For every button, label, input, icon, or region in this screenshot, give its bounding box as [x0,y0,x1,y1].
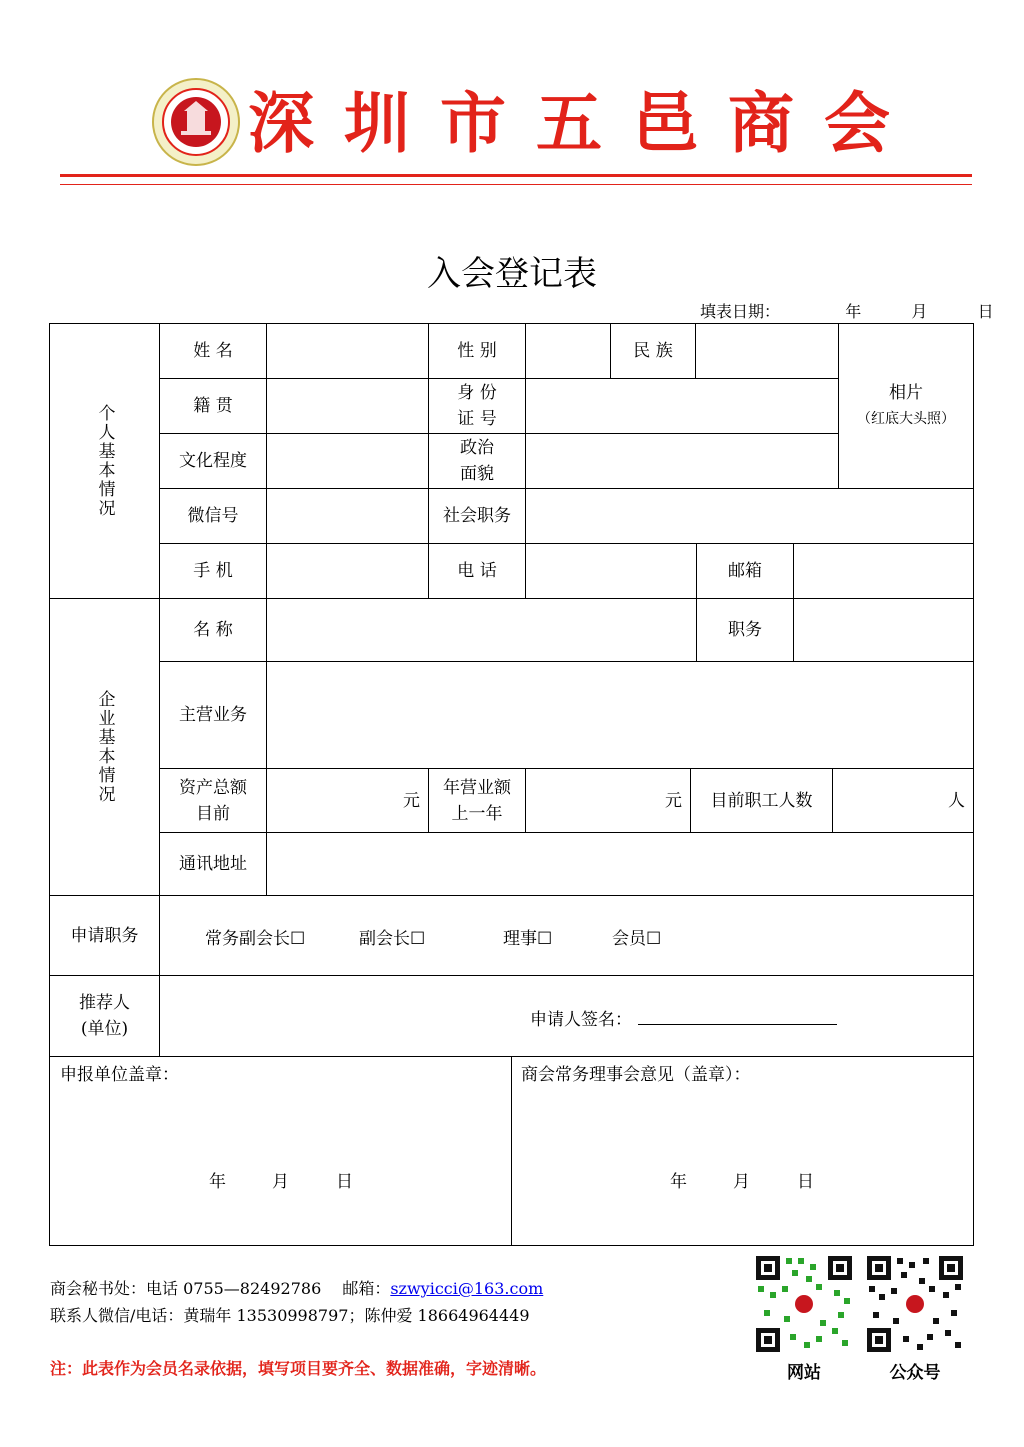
form-title: 入会登记表 [427,254,597,294]
unit-stamp-month: 月 [272,1172,289,1192]
grid-line [49,975,973,976]
unit-yuan: 元 [403,790,420,811]
organization-name: 深圳市五邑商会 [248,84,920,162]
qr-website-label: 网站 [787,1363,821,1383]
label-referrer: 推荐人 (单位) [79,993,130,1039]
grid-line [511,1056,512,1245]
label-annual-revenue: 年营业额 上一年 [443,777,511,824]
signature-line[interactable] [638,1024,837,1025]
email-link[interactable]: szwyicci@163.com [390,1279,544,1298]
unit-stamp-day: 日 [336,1172,353,1192]
header-rule-thin [60,184,972,185]
footer-secretariat [50,1276,543,1299]
unit-stamp-year: 年 [209,1172,226,1192]
photo-label: 相片 [889,383,923,403]
grid-line [49,895,973,896]
fill-date-month: 月 [911,302,928,321]
label-political: 政治 面貌 [460,438,494,484]
chamber-logo [151,77,241,167]
field-political[interactable] [526,434,838,488]
label-unit-stamp: 申报单位盖章： [60,1065,179,1085]
section-company: 企业基本情况 [94,690,115,804]
council-year: 年 [670,1172,687,1192]
label-main-business: 主营业务 [179,705,247,725]
option-member[interactable]: 会员☐ [612,929,662,949]
option-executive-vice-president[interactable]: 常务副会长☐ [205,929,306,949]
label-total-assets: 资产总额 目前 [179,777,247,824]
label-id-number: 身 份 证 号 [457,383,497,429]
unit-person: 人 [948,790,965,811]
field-ethnicity[interactable] [696,324,838,378]
qr-official-label: 公众号 [889,1363,941,1383]
field-education[interactable] [267,434,428,488]
option-vice-president[interactable]: 副会长☐ [359,929,426,949]
header-rule-thick [60,174,972,177]
secretariat-text: 商会秘书处：电话 0755—82492786 邮箱： [50,1279,391,1298]
field-native-place[interactable] [267,379,428,433]
label-mobile: 手 机 [193,561,233,581]
field-name[interactable] [267,324,428,378]
photo-box[interactable] [839,324,973,488]
footer-note: 注：此表作为会员名录依据，填写项目要齐全、数据准确，字迹清晰。 [50,1359,547,1378]
unit-yuan: 元 [665,790,682,811]
field-company-name[interactable] [267,599,696,661]
field-address[interactable] [267,833,973,895]
option-director[interactable]: 理事☐ [503,929,553,949]
field-total-assets[interactable] [267,769,428,832]
label-social-post: 社会职务 [443,506,511,526]
label-education: 文化程度 [179,451,247,471]
field-annual-revenue[interactable] [526,769,690,832]
label-phone: 电 话 [457,561,497,581]
field-social-post[interactable] [526,489,973,543]
label-native-place: 籍 贯 [193,396,233,416]
council-month: 月 [733,1172,750,1192]
fill-date [700,299,994,322]
photo-note: （红底大头照） [857,411,955,427]
label-apply-position: 申请职务 [70,925,139,946]
fill-date-label: 填表日期： [700,302,781,321]
label-ethnicity: 民 族 [633,341,673,361]
section-personal: 个人基本情况 [94,404,115,518]
field-employees[interactable] [833,769,973,832]
field-id-number[interactable] [526,379,838,433]
qr-official-account[interactable] [865,1254,965,1383]
label-name: 姓 名 [193,341,233,361]
field-main-business[interactable] [267,662,973,768]
label-wechat: 微信号 [187,506,239,526]
council-day: 日 [797,1172,814,1192]
footer-contacts: 联系人微信/电话：黄瑞年 13530998797；陈仲爱 18664964449 [50,1306,530,1325]
label-email: 邮箱 [728,561,762,581]
fill-date-year: 年 [845,302,862,321]
label-gender: 性 别 [457,341,497,361]
field-email[interactable] [794,544,973,598]
qr-code-icon [754,1254,854,1354]
label-company-name: 名 称 [193,620,233,640]
label-employees: 目前职工人数 [710,790,813,811]
fill-date-day: 日 [977,302,994,321]
field-position[interactable] [794,599,973,661]
label-position: 职务 [728,620,762,640]
field-mobile[interactable] [267,544,428,598]
field-phone[interactable] [526,544,696,598]
qr-website[interactable] [754,1254,854,1383]
field-wechat[interactable] [267,489,428,543]
qr-code-icon [865,1254,965,1354]
label-address: 通讯地址 [179,854,247,874]
field-gender[interactable] [526,324,610,378]
grid-line [973,323,974,1246]
label-council-opinion: 商会常务理事会意见（盖章）： [521,1065,751,1085]
grid-line [49,1245,973,1246]
label-applicant-signature: 申请人签名： [530,1010,632,1030]
